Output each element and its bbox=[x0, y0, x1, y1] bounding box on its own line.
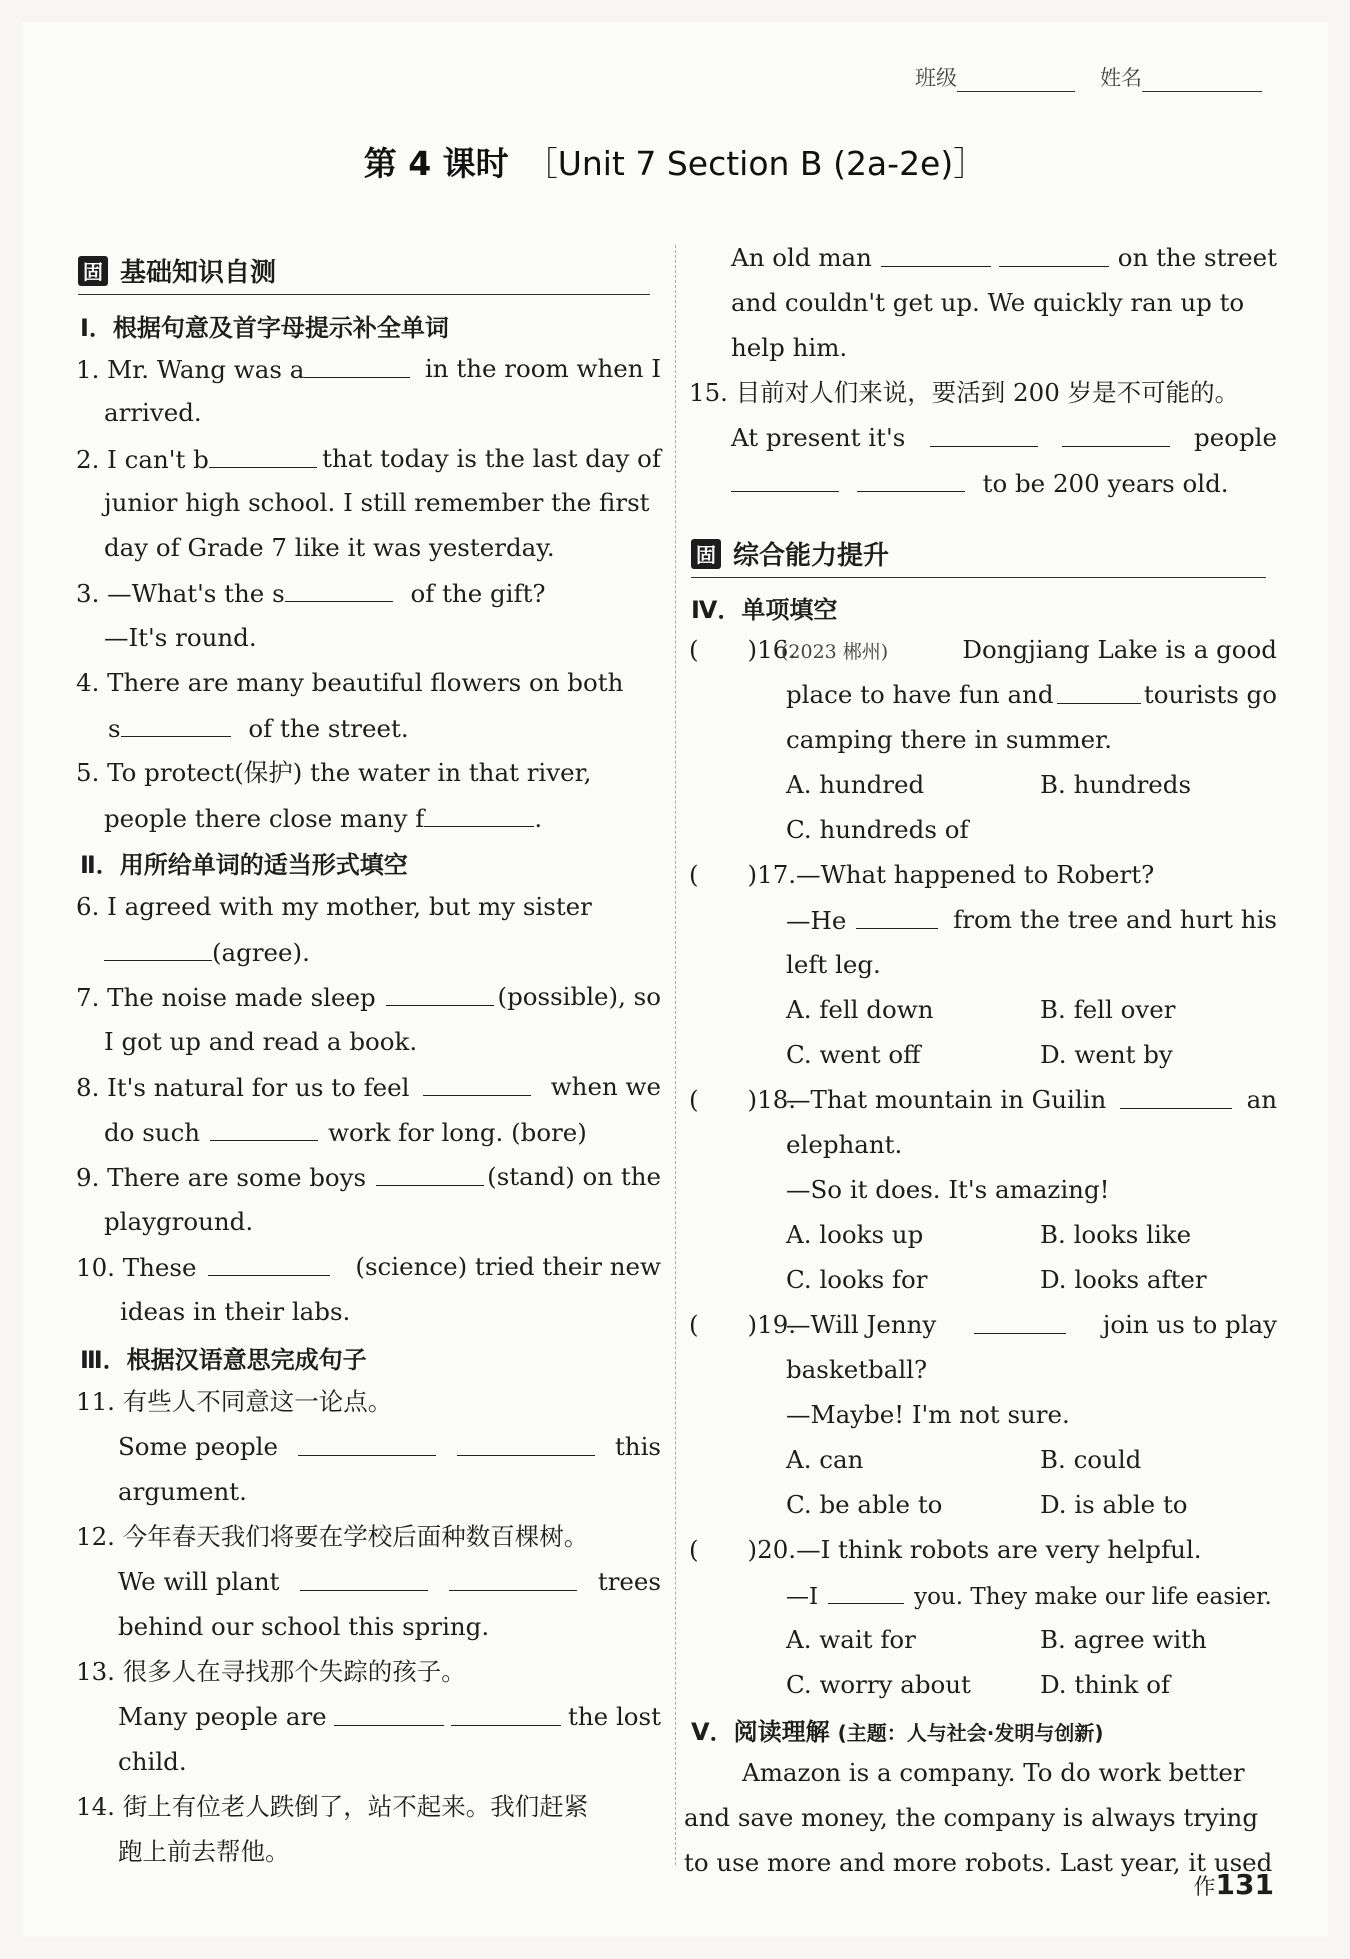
part4-heading: Ⅳ．单项填空 bbox=[691, 596, 838, 624]
q1-text-b: in the room when I bbox=[424, 354, 661, 383]
q7-line1 bbox=[76, 979, 661, 1016]
q19-option-c[interactable]: C. be able to bbox=[786, 1490, 943, 1519]
q7-a bbox=[76, 979, 494, 1016]
q2-text-a: 2. I can't b bbox=[76, 445, 209, 474]
q18-line1 bbox=[786, 1082, 1277, 1118]
section-icon: 固 bbox=[691, 539, 721, 569]
q3-text-a: 3. —What's the s bbox=[76, 579, 285, 608]
class-blank[interactable] bbox=[957, 69, 1075, 92]
q2-text-c: junior high school. I still remember the first bbox=[104, 488, 650, 517]
q18-text-a: —That mountain in Guilin bbox=[786, 1085, 1107, 1114]
section-rule bbox=[78, 294, 650, 295]
q3-line2: —It's round. bbox=[104, 623, 257, 652]
q17-text-c: from the tree and hurt his bbox=[953, 905, 1277, 934]
q14-cn2: 跑上前去帮他。 bbox=[118, 1837, 290, 1866]
q18-text-b: an bbox=[1246, 1085, 1277, 1114]
class-field bbox=[915, 62, 1075, 92]
section-basic bbox=[78, 252, 276, 289]
q14-cn1: 14. 街上有位老人跌倒了，站不起来。我们赶紧 bbox=[76, 1792, 589, 1821]
q11-line2: argument. bbox=[118, 1477, 247, 1506]
q2-line1 bbox=[76, 441, 661, 478]
q4-line1 bbox=[76, 665, 661, 701]
q9-text-b: (stand) on the bbox=[487, 1162, 661, 1191]
q12-cn: 12. 今年春天我们将要在学校后面种数百棵树。 bbox=[76, 1522, 589, 1551]
q8-line2 bbox=[104, 1114, 587, 1151]
q19-option-b[interactable]: B. could bbox=[1040, 1445, 1142, 1474]
q18-option-b[interactable]: B. looks like bbox=[1040, 1220, 1192, 1249]
q20-blank[interactable] bbox=[828, 1577, 904, 1604]
section-title: 基础知识自测 bbox=[120, 258, 277, 288]
q17-option-d[interactable]: D. went by bbox=[1040, 1040, 1173, 1069]
q2-line3: day of Grade 7 like it was yesterday. bbox=[104, 533, 555, 562]
q2-line2 bbox=[104, 485, 661, 521]
q20-text-a: —I think robots are very helpful. bbox=[796, 1535, 1202, 1564]
q12-blank-2[interactable] bbox=[449, 1564, 577, 1591]
q14-text-c: and couldn't get up. We quickly ran up to bbox=[731, 288, 1245, 317]
part2-heading: Ⅱ．用所给单词的适当形式填空 bbox=[80, 851, 408, 879]
q5-blank[interactable] bbox=[424, 800, 534, 827]
q16-line2 bbox=[786, 677, 1277, 713]
q9-a bbox=[76, 1159, 484, 1196]
name-field bbox=[1100, 62, 1262, 92]
q13-text-b: the lost bbox=[568, 1702, 661, 1731]
q8-a bbox=[76, 1069, 531, 1106]
q7-line2: I got up and read a book. bbox=[104, 1027, 418, 1056]
part3-heading: Ⅲ．根据汉语意思完成句子 bbox=[80, 1346, 367, 1374]
q17-b-wrap bbox=[786, 902, 938, 939]
unit-label: ［Unit 7 Section B (2a-2e)］ bbox=[524, 144, 987, 183]
q16-option-a[interactable]: A. hundred bbox=[786, 770, 925, 799]
q13-blank-1[interactable] bbox=[334, 1699, 444, 1726]
q18-line3: —So it does. It's amazing! bbox=[786, 1175, 1110, 1204]
q13-cn: 13. 很多人在寻找那个失踪的孩子。 bbox=[76, 1657, 466, 1686]
q20-text-b: —I bbox=[786, 1584, 819, 1610]
q14-blank-1[interactable] bbox=[881, 240, 991, 267]
q17-text-b: —He bbox=[786, 906, 847, 935]
q16-text-a: Dongjiang Lake is a good bbox=[962, 635, 1277, 664]
q11-blank-2[interactable] bbox=[457, 1429, 595, 1456]
q4-line2 bbox=[108, 710, 409, 747]
q19-line1 bbox=[786, 1307, 1277, 1343]
q8-text-a: 8. It's natural for us to feel bbox=[76, 1073, 410, 1102]
q11-line1 bbox=[118, 1429, 661, 1465]
q15-text-a: At present it's bbox=[731, 423, 906, 452]
q12-line2: behind our school this spring. bbox=[118, 1612, 490, 1641]
q19-option-a[interactable]: A. can bbox=[786, 1445, 864, 1474]
reading-line3 bbox=[684, 1845, 1277, 1881]
q19-option-d[interactable]: D. is able to bbox=[1040, 1490, 1188, 1519]
q6-line2 bbox=[104, 934, 310, 971]
q16-number: ( )16. bbox=[689, 635, 797, 664]
q6-blank[interactable] bbox=[104, 934, 212, 961]
part5-heading bbox=[691, 1712, 1103, 1747]
q11-text-a: Some people bbox=[118, 1432, 279, 1461]
q7-text-b: (possible), so bbox=[497, 982, 661, 1011]
q18-paren bbox=[689, 1082, 796, 1118]
q15-text-b: people bbox=[1194, 423, 1277, 452]
q19-text-a: —Will Jenny bbox=[786, 1310, 937, 1339]
q16-src-wrap bbox=[781, 632, 888, 670]
q1-text-a: 1. Mr. Wang was a bbox=[76, 355, 305, 384]
page-title bbox=[0, 138, 1350, 185]
q5-text-c: . bbox=[534, 804, 543, 833]
q5-line1 bbox=[76, 755, 661, 791]
q18-option-c[interactable]: C. looks for bbox=[786, 1265, 928, 1294]
q6-text-b: (agree). bbox=[212, 938, 310, 967]
q4-text-c: of the street. bbox=[248, 714, 409, 743]
q8-blank-2[interactable] bbox=[210, 1114, 318, 1141]
q17-option-b[interactable]: B. fell over bbox=[1040, 995, 1176, 1024]
q20-option-b[interactable]: B. agree with bbox=[1040, 1625, 1207, 1654]
q16-text-c: tourists go bbox=[1143, 680, 1277, 709]
q14-line3: help him. bbox=[731, 333, 848, 362]
q14-text-a: An old man bbox=[731, 243, 872, 272]
q16-option-c[interactable]: C. hundreds of bbox=[786, 815, 969, 844]
q9-line2: playground. bbox=[104, 1207, 254, 1236]
q16-text-b: place to have fun and bbox=[786, 680, 1054, 709]
q20-option-a[interactable]: A. wait for bbox=[786, 1625, 916, 1654]
q14-blank-2[interactable] bbox=[999, 240, 1109, 267]
q4-text-b: s bbox=[108, 714, 121, 743]
section-advanced bbox=[691, 535, 889, 572]
q8-text-d: work for long. (bore) bbox=[328, 1118, 587, 1147]
q5-text-b: people there close many f bbox=[104, 804, 425, 833]
q20-line2 bbox=[786, 1577, 1272, 1615]
q17-line1 bbox=[689, 857, 1154, 893]
q13-line1 bbox=[118, 1699, 661, 1735]
q19-number: ( )19. bbox=[689, 1310, 797, 1339]
q17-line3: left leg. bbox=[786, 950, 881, 979]
reading-line1 bbox=[742, 1755, 1277, 1791]
q15-line2 bbox=[731, 465, 1229, 502]
q1-line2: arrived. bbox=[104, 398, 202, 427]
q19-text-b: join us to play bbox=[1102, 1310, 1277, 1339]
q1-line1 bbox=[76, 351, 661, 388]
q16-blank[interactable] bbox=[1057, 677, 1141, 704]
q12-blank-1[interactable] bbox=[300, 1564, 428, 1591]
q3-text-b: of the gift? bbox=[410, 579, 546, 608]
reading-text-1: Amazon is a company. To do work better bbox=[742, 1758, 1245, 1787]
part5-theme: (主题：人与社会·发明与创新) bbox=[837, 1721, 1104, 1745]
reading-text-2: and save money, the company is always trying bbox=[684, 1803, 1259, 1832]
q17-line2 bbox=[786, 902, 1277, 939]
q12-text-a: We will plant bbox=[118, 1567, 280, 1596]
q6-text-a: 6. I agreed with my mother, but my sister bbox=[76, 892, 592, 921]
q15-blank-2[interactable] bbox=[1062, 420, 1170, 447]
lesson-label: 第 4 课时 bbox=[363, 144, 509, 183]
q12-line1 bbox=[118, 1564, 661, 1600]
q13-text-a: Many people are bbox=[118, 1702, 327, 1731]
q15-blank-4[interactable] bbox=[857, 465, 965, 492]
q15-blank-1[interactable] bbox=[930, 420, 1038, 447]
q18-line2: elephant. bbox=[786, 1130, 903, 1159]
q11-cn: 11. 有些人不同意这一论点。 bbox=[76, 1387, 393, 1416]
q3-line1 bbox=[76, 575, 546, 612]
q15-line1 bbox=[731, 420, 1277, 456]
q8-text-b: when we bbox=[550, 1072, 661, 1101]
q8-line1 bbox=[76, 1069, 661, 1106]
column-divider bbox=[675, 245, 676, 1865]
q14-line2 bbox=[731, 285, 1277, 321]
q8-blank-1[interactable] bbox=[423, 1069, 531, 1096]
q7-text-a: 7. The noise made sleep bbox=[76, 983, 376, 1012]
q1-a bbox=[76, 351, 410, 388]
q18-blank[interactable] bbox=[1120, 1082, 1232, 1109]
q19-line2: basketball? bbox=[786, 1355, 928, 1384]
q13-line2: child. bbox=[118, 1747, 187, 1776]
section-rule bbox=[691, 577, 1266, 578]
q9-text-a: 9. There are some boys bbox=[76, 1163, 367, 1192]
q20-option-d[interactable]: D. think of bbox=[1040, 1670, 1171, 1699]
part1-heading: Ⅰ．根据句意及首字母提示补全单词 bbox=[80, 314, 449, 342]
q18-number: ( )18. bbox=[689, 1085, 797, 1114]
q6-line1 bbox=[76, 889, 661, 925]
q20-text-c: you. They make our life easier. bbox=[914, 1584, 1272, 1610]
q17-option-c[interactable]: C. went off bbox=[786, 1040, 921, 1069]
q15-text-c: to be 200 years old. bbox=[982, 469, 1229, 498]
reading-text-3: to use more and more robots. Last year, it used bbox=[684, 1848, 1273, 1877]
page-number-value: 131 bbox=[1215, 1868, 1274, 1901]
q4-text-a: 4. There are many beautiful flowers on both bbox=[76, 668, 624, 697]
q13-blank-2[interactable] bbox=[451, 1699, 561, 1726]
q2-a bbox=[76, 441, 317, 478]
q15-blank-3[interactable] bbox=[731, 465, 839, 492]
q12-text-b: trees bbox=[597, 1567, 661, 1596]
q7-blank[interactable] bbox=[386, 979, 494, 1006]
q16-option-b[interactable]: B. hundreds bbox=[1040, 770, 1192, 799]
q15-cn: 15. 目前对人们来说，要活到 200 岁是不可能的。 bbox=[689, 378, 1240, 407]
page-number bbox=[1194, 1868, 1274, 1901]
q9-line1 bbox=[76, 1159, 661, 1196]
q19-paren bbox=[689, 1307, 796, 1343]
q10-a bbox=[76, 1249, 330, 1286]
q20-option-c[interactable]: C. worry about bbox=[786, 1670, 971, 1699]
q3-blank[interactable] bbox=[285, 575, 393, 602]
q1-blank[interactable] bbox=[304, 351, 410, 378]
q17-text-a: —What happened to Robert? bbox=[796, 860, 1155, 889]
name-label: 姓名 bbox=[1100, 66, 1142, 90]
q20-number: ( )20. bbox=[689, 1535, 797, 1564]
q11-text-b: this bbox=[614, 1432, 661, 1461]
reading-line2 bbox=[684, 1800, 1277, 1836]
class-label: 班级 bbox=[915, 66, 957, 90]
q11-blank-1[interactable] bbox=[298, 1429, 436, 1456]
q14-text-b: on the street bbox=[1117, 243, 1277, 272]
q18-option-d[interactable]: D. looks after bbox=[1040, 1265, 1207, 1294]
q8-text-c: do such bbox=[104, 1118, 201, 1147]
q10-blank[interactable] bbox=[208, 1249, 330, 1276]
section-title: 综合能力提升 bbox=[733, 541, 890, 571]
q2-text-b: that today is the last day of bbox=[322, 444, 661, 473]
q10-text-a: 10. These bbox=[76, 1253, 197, 1282]
q4-blank[interactable] bbox=[121, 710, 231, 737]
q10-line1 bbox=[76, 1249, 661, 1286]
q5-text-a: 5. To protect(保护) the water in that river, bbox=[76, 758, 592, 787]
q16-line3: camping there in summer. bbox=[786, 725, 1112, 754]
q9-blank[interactable] bbox=[376, 1159, 484, 1186]
page-prefix: 作 bbox=[1193, 1875, 1216, 1900]
name-blank[interactable] bbox=[1142, 69, 1262, 92]
q17-number: ( )17. bbox=[689, 860, 797, 889]
q2-blank[interactable] bbox=[209, 441, 317, 468]
q16-source: (2023 郴州) bbox=[781, 641, 889, 663]
q10-text-b: (science) tried their new bbox=[355, 1252, 661, 1281]
q18-option-a[interactable]: A. looks up bbox=[786, 1220, 924, 1249]
q5-line2 bbox=[104, 800, 542, 837]
q17-blank[interactable] bbox=[856, 902, 938, 929]
part5-title: Ⅴ．阅读理解 bbox=[691, 1718, 830, 1746]
q20-line1 bbox=[689, 1532, 1202, 1568]
q19-line3: —Maybe! I'm not sure. bbox=[786, 1400, 1070, 1429]
q16-line1 bbox=[781, 632, 1277, 670]
section-icon: 固 bbox=[78, 256, 108, 286]
q19-blank[interactable] bbox=[974, 1307, 1066, 1334]
q10-line2: ideas in their labs. bbox=[120, 1297, 351, 1326]
q14-line1 bbox=[731, 240, 1277, 276]
q17-option-a[interactable]: A. fell down bbox=[786, 995, 934, 1024]
